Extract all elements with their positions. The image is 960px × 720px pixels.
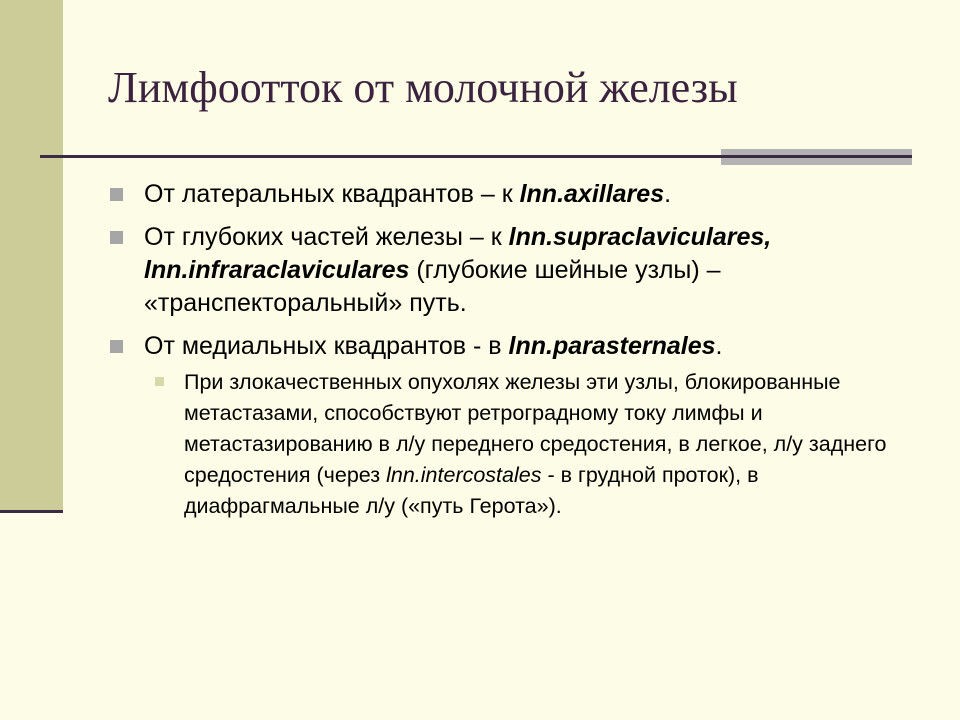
side-decoration-line xyxy=(0,510,63,513)
bullet-term: lnn.axillares xyxy=(519,180,665,208)
square-sub-bullet-icon xyxy=(155,377,164,386)
bullet-term: lnn.parasternales xyxy=(508,332,716,360)
side-decoration-bar xyxy=(0,0,63,512)
bullet-term: lnn.supraclaviculares, lnn.infraraclaviculares xyxy=(144,223,772,284)
bullet-text-end: . xyxy=(664,180,672,208)
bullet-item-medial xyxy=(108,330,898,363)
bullet-text-end: . xyxy=(715,332,723,360)
bullet-text: От медиальных квадрантов - в xyxy=(144,332,509,360)
square-bullet-icon xyxy=(110,188,123,201)
slide-title: Лимфоотток от молочной железы xyxy=(108,63,738,112)
sub-bullet-text-end: - в грудной проток), в диафрагмальные л/у («путь Герота»). xyxy=(184,463,759,518)
sub-bullet-term: lnn.intercostales xyxy=(386,463,542,487)
bullet-item-deep xyxy=(108,221,898,320)
bullet-text: От латеральных квадрантов – к xyxy=(144,180,520,208)
sub-bullet-text: При злокачественных опухолях железы эти узлы, блокированные метастазами, способствуют ретроградному току лимфы и метастазированию в л/у переднего средостения, в легкое, л/у заднего средостения (через xyxy=(184,370,887,487)
slide-content xyxy=(108,178,898,522)
bullet-text: От глубоких частей железы – к xyxy=(144,223,509,251)
bullet-item-lateral xyxy=(108,178,898,211)
square-bullet-icon xyxy=(110,340,123,353)
square-bullet-icon xyxy=(110,231,123,244)
bullet-text-end: (глубокие шейные узлы) – «транспекторальный» путь. xyxy=(144,256,721,317)
title-divider-accent-line xyxy=(721,155,912,158)
sub-bullet-item-metastasis xyxy=(148,367,898,522)
